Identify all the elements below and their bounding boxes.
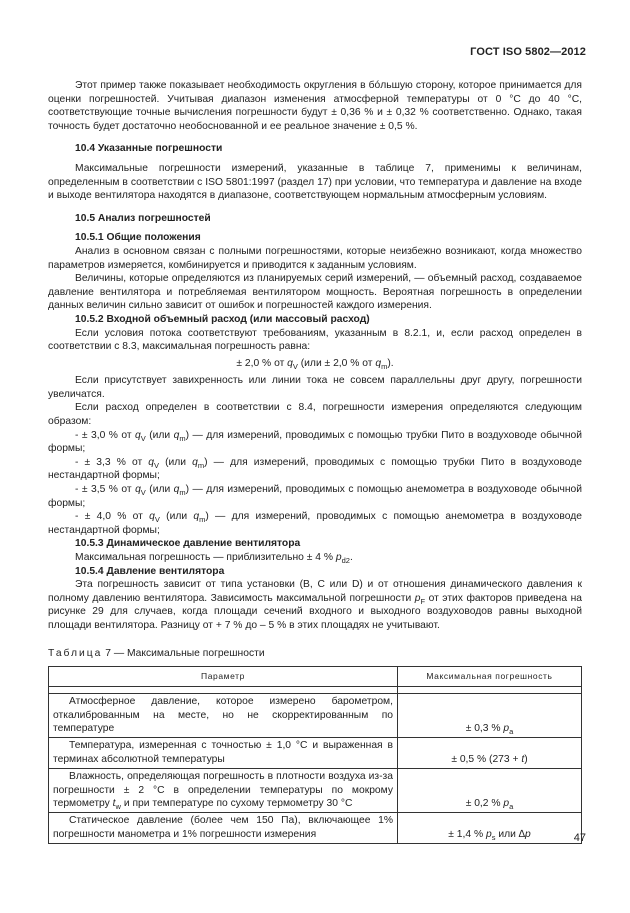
section-10-4-text: Максимальные погрешности измерений, указанные в таблице 7, применимы к величинам, определенным в соответствии с ISO 5801:1997 (раздел 17) при условии, что температура и давление на входе и выходе вентилятора находятся в диапазоне, соответствующем нормальным атмосферным условиям. — [48, 162, 582, 202]
list-item: - ± 3,3 % от $q_V$ (или $q_m$) — для измерений, проводимых с помощью трубки Пито в воздуховоде нестандартной формы; — [48, 456, 582, 482]
section-10-5-1-title: 10.5.1 Общие положения — [75, 232, 201, 244]
errors-table — [48, 666, 582, 844]
document-header: ГОСТ ISO 5802—2012 — [470, 46, 586, 58]
table-row — [49, 769, 582, 813]
section-10-5-2-title: 10.5.2 Входной объемный расход (или массовый расход) — [75, 313, 370, 325]
table-row — [49, 738, 582, 769]
table-header-row — [49, 667, 582, 687]
section-10-5-2-para-2: Если присутствует завихренность или линии тока не совсем параллельны друг другу, погрешности увеличатся. — [48, 375, 582, 400]
table-cell-error: ± 0,5 % (273 + t) — [398, 738, 582, 769]
list-item: - ± 3,0 % от $q_V$ (или $q_m$) — для измерений, проводимых с помощью трубки Пито в воздуховоде обычной формы; — [48, 429, 582, 455]
table-caption: Таблица 7 — Максимальные погрешности — [48, 647, 265, 659]
table-row — [49, 694, 582, 738]
section-10-4-title: 10.4 Указанные погрешности — [75, 143, 223, 155]
section-10-5-title: 10.5 Анализ погрешностей — [75, 212, 211, 224]
section-10-5-3-title: 10.5.3 Динамическое давление вентилятора — [75, 538, 301, 550]
page-number: 47 — [573, 832, 586, 844]
table-cell-error: ± 0,2 % $p_a$ — [398, 769, 582, 813]
section-10-5-4-text: Эта погрешность зависит от типа установки (В, С или D) и от отношения динамического давления к полному давлению вентилятора. Зависимость максимальной погрешности $p_F$ от этих факторов приведена на рисунке 29 для случаев, когда площади сечений входного и выходного воздуховодов равны выходной площади вентилятора. Разницу от + 7 % до – 5 % в этих площадях не учитывают. — [48, 579, 582, 631]
table-cell-error: ± 1,4 % $p_s$ или ∆p — [398, 813, 582, 844]
page-content — [48, 79, 582, 844]
section-10-5-2-para-3: Если расход определен в соответствии с 8.4, погрешности измерения определяются следующим образом: — [48, 402, 582, 428]
table-row — [49, 813, 582, 844]
flow-error-formula: ± 2,0 % от $q_V$ (или ± 2,0 % от $q_m$). — [236, 357, 394, 371]
intro-paragraph: Этот пример также показывает необходимость округления в бóльшую сторону, которое принимается для оценки погрешностей. Учитывая диапазон изменения атмосферной температуры от 0 °С до 40 °С, соответствующие точные вычисления погрешности будут ± 0,36 % и ± 0,32 % соответственно. Однако, такая точность будет достаточно необоснованной и ее реальное значение ± 0,5 %. — [48, 80, 582, 132]
table-cell-parameter: Атмосферное давление, которое измерено барометром, откалиброванным на месте, но не скорректированным по температуре — [53, 696, 393, 734]
column-header-parameter: Параметр — [49, 667, 398, 687]
section-10-5-1-para-1: Анализ в основном связан с полными погрешностями, которые неизбежно возникают, когда множество параметров измеряется, комбинируется и приводится к заданным условиям. — [48, 245, 582, 271]
section-10-5-2-para-1: Если условия потока соответствуют требованиям, указанным в 8.2.1, и, если расход определен в соответствии с 8.3, максимальная погрешность равна: — [48, 327, 582, 353]
table-cell-error: ± 0,3 % $p_a$ — [398, 694, 582, 738]
column-header-max-error: Максимальная погрешность — [398, 667, 582, 687]
list-item: - ± 4,0 % от $q_V$ (или $q_m$) — для измерений, проводимых с помощью анемометра в воздуховоде нестандартной формы; — [48, 511, 582, 536]
table-cell-parameter: Статическое давление (более чем 150 Па), включающее 1% погрешности манометра и 1% погрешности измерения — [53, 815, 393, 840]
table-cell-parameter: Влажность, определяющая погрешность в плотности воздуха из-за погрешности ± 2 °С в определении температуры по мокрому термометру $t_w$ и при температуре по сухому термометру 30 °С — [53, 771, 393, 812]
section-10-5-1-para-2: Величины, которые определяются из планируемых серий измерений, — объемный расход, создаваемое давление вентилятора и потребляемая вентилятором мощность. Вероятная погрешность в определении данных величин сильно зависит от ошибок и погрешностей каждого измерения. — [48, 273, 582, 312]
list-item: - ± 3,5 % от $q_V$ (или $q_m$) — для измерений, проводимых с помощью анемометра в воздуховоде обычной формы; — [48, 484, 582, 509]
table-cell-parameter: Температура, измеренная с точностью ± 1,0 °С и выраженная в терминах абсолютной температуры — [53, 740, 393, 765]
section-10-5-3-text: Максимальная погрешность — приблизительно ± 4 % $p_{d2}$. — [75, 552, 353, 566]
section-10-5-4-title: 10.5.4 Давление вентилятора — [75, 565, 225, 577]
